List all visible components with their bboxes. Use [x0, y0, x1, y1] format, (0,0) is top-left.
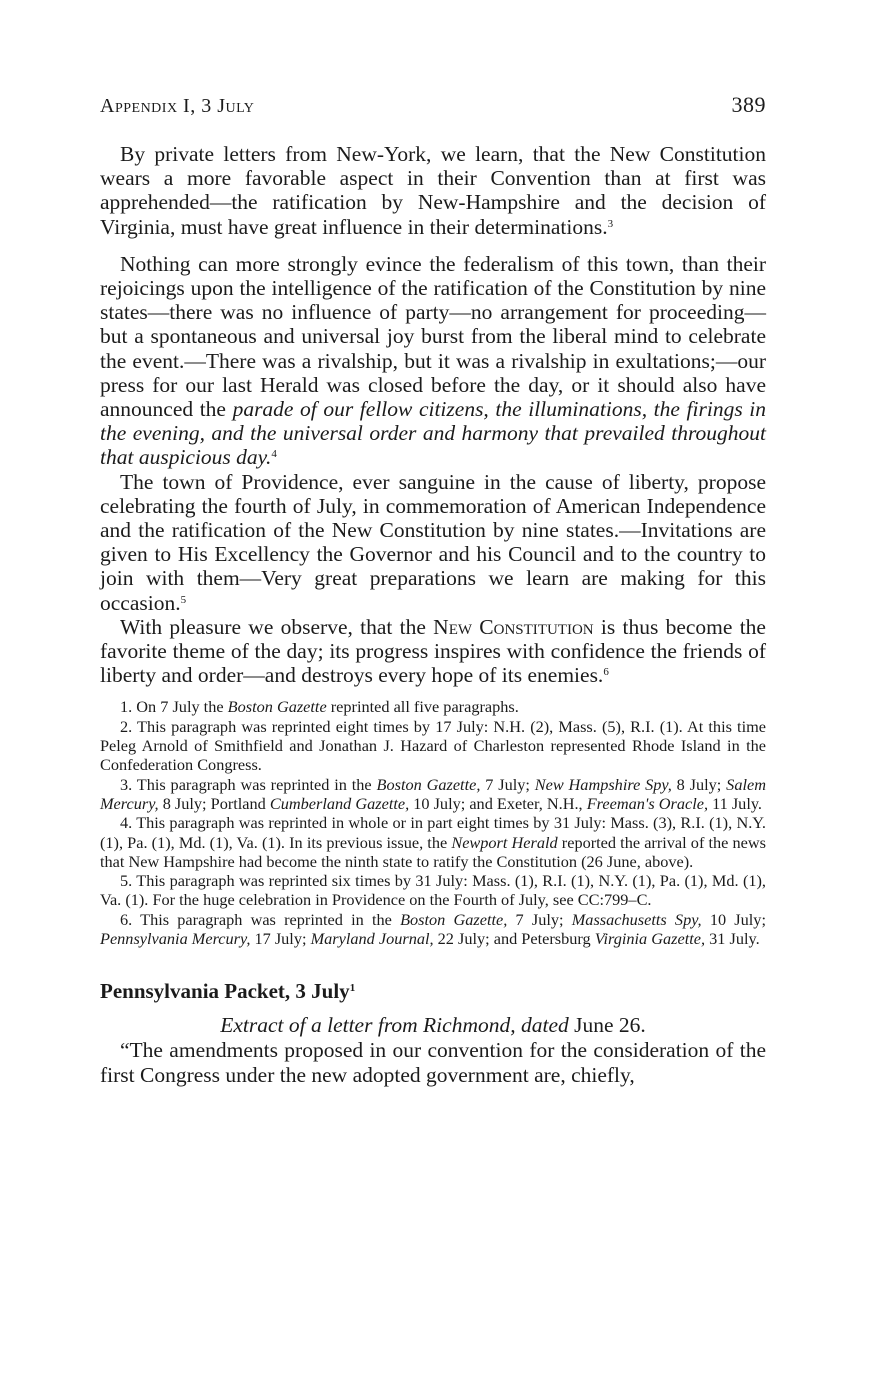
note-ref-6: 6: [603, 666, 609, 679]
extract-line: Extract of a letter from Richmond, dated June 26.: [220, 1013, 646, 1038]
note-ref-1: 1: [349, 982, 356, 995]
letter-text: [100, 1038, 766, 1086]
running-head: [100, 92, 766, 124]
note-ref-5: 5: [180, 593, 187, 606]
footnote-1: 1. On 7 July the Boston Gazette reprinted all five paragraphs.: [120, 697, 519, 717]
letter-paragraph: “The amendments proposed in our convention for the consideration of the first Congress under the new adopted government are, chiefly,: [100, 1038, 766, 1087]
section-heading: Pennsylvania Packet, 3 July$^1$: [100, 979, 356, 1004]
footnote-5: 5. This paragraph was reprinted six times by 31 July: Mass. (1), R.I. (1), N.Y. (1), Pa. (1), Md. (1), Va. (1). For the huge celebration in Providence on the Fourth of July, see CC:799–C.: [100, 871, 766, 910]
paragraph-4: With pleasure we observe, that the New Constitution is thus become the favorite theme of the day; its progress inspires with confidence the friends of liberty and order—and destroys every hope of its enemies.$^6$: [100, 614, 766, 688]
footnote-2: 2. This paragraph was reprinted eight times by 17 July: N.H. (2), Mass. (5), R.I. (1). At this time Peleg Arnold of Smithfield and Jonathan J. Hazard of Charleston represented Rhode Island in the Confederation Congress.: [100, 716, 766, 775]
body-text: [100, 142, 766, 687]
footnote-6: 6. This paragraph was reprinted in the Boston Gazette, 7 July; Massachusetts Spy, 10 July; Pennsylvania Mercury, 17 July; Maryland Journal, 22 July; and Petersburg Virginia Gazette, 31 July.: [100, 909, 766, 949]
note-ref-3: 3: [607, 217, 614, 230]
paragraph-2: Nothing can more strongly evince the federalism of this town, than their rejoicings upon the intelligence of the ratification of the Constitution by nine states—there was no influence of party—no arrangement for proceeding—but a spontaneous and universal joy burst from the liberal mind to celebrate the event.—There was a rivalship, but it was a rivalship in exultations;—our press for our last Herald was closed before the day, or it should also have announced the parade of our fellow citizens, the illuminations, the firings in the evening, and the universal order and harmony that prevailed throughout that auspicious day.$^4$: [100, 251, 766, 470]
document-page: [100, 92, 766, 1087]
footnote-4: 4. This paragraph was reprinted in whole or in part eight times by 31 July: Mass. (3), R.I. (1), N.Y. (1), Pa. (1), Md. (1), Va. (1). In its previous issue, the Newport Herald reported the arrival of the news that New Hampshire had become the ninth state to ratify the Constitution (26 June, above).: [100, 813, 766, 871]
paragraph-3: The town of Providence, ever sanguine in the cause of liberty, propose celebrating the fourth of July, in commemoration of American Independence and the ratification of the New Constitution by nine states.—Invitations are given to His Excellency the Governor and his Council and to the country to join with them—Very great preparations we learn are making for this occasion.$^5$: [100, 469, 766, 615]
footnote-3: 3. This paragraph was reprinted in the Boston Gazette, 7 July; New Hampshire Spy, 8 July; Salem Mercury, 8 July; Portland Cumberland Gazette, 10 July; and Exeter, N.H., Freeman's Oracle, 11 July.: [100, 774, 766, 813]
footnotes: [100, 697, 766, 948]
page-number: 389: [731, 92, 766, 117]
running-head-title: Appendix I, 3 July: [100, 95, 255, 117]
note-ref-4: 4: [271, 448, 277, 461]
paragraph-1: By private letters from New-York, we learn, that the New Constitution wears a more favorable aspect in their Convention than at first was apprehended—the ratification by New-Hampshire and the decision of Virginia, must have great influence in their determinations.$^3$: [100, 142, 766, 239]
